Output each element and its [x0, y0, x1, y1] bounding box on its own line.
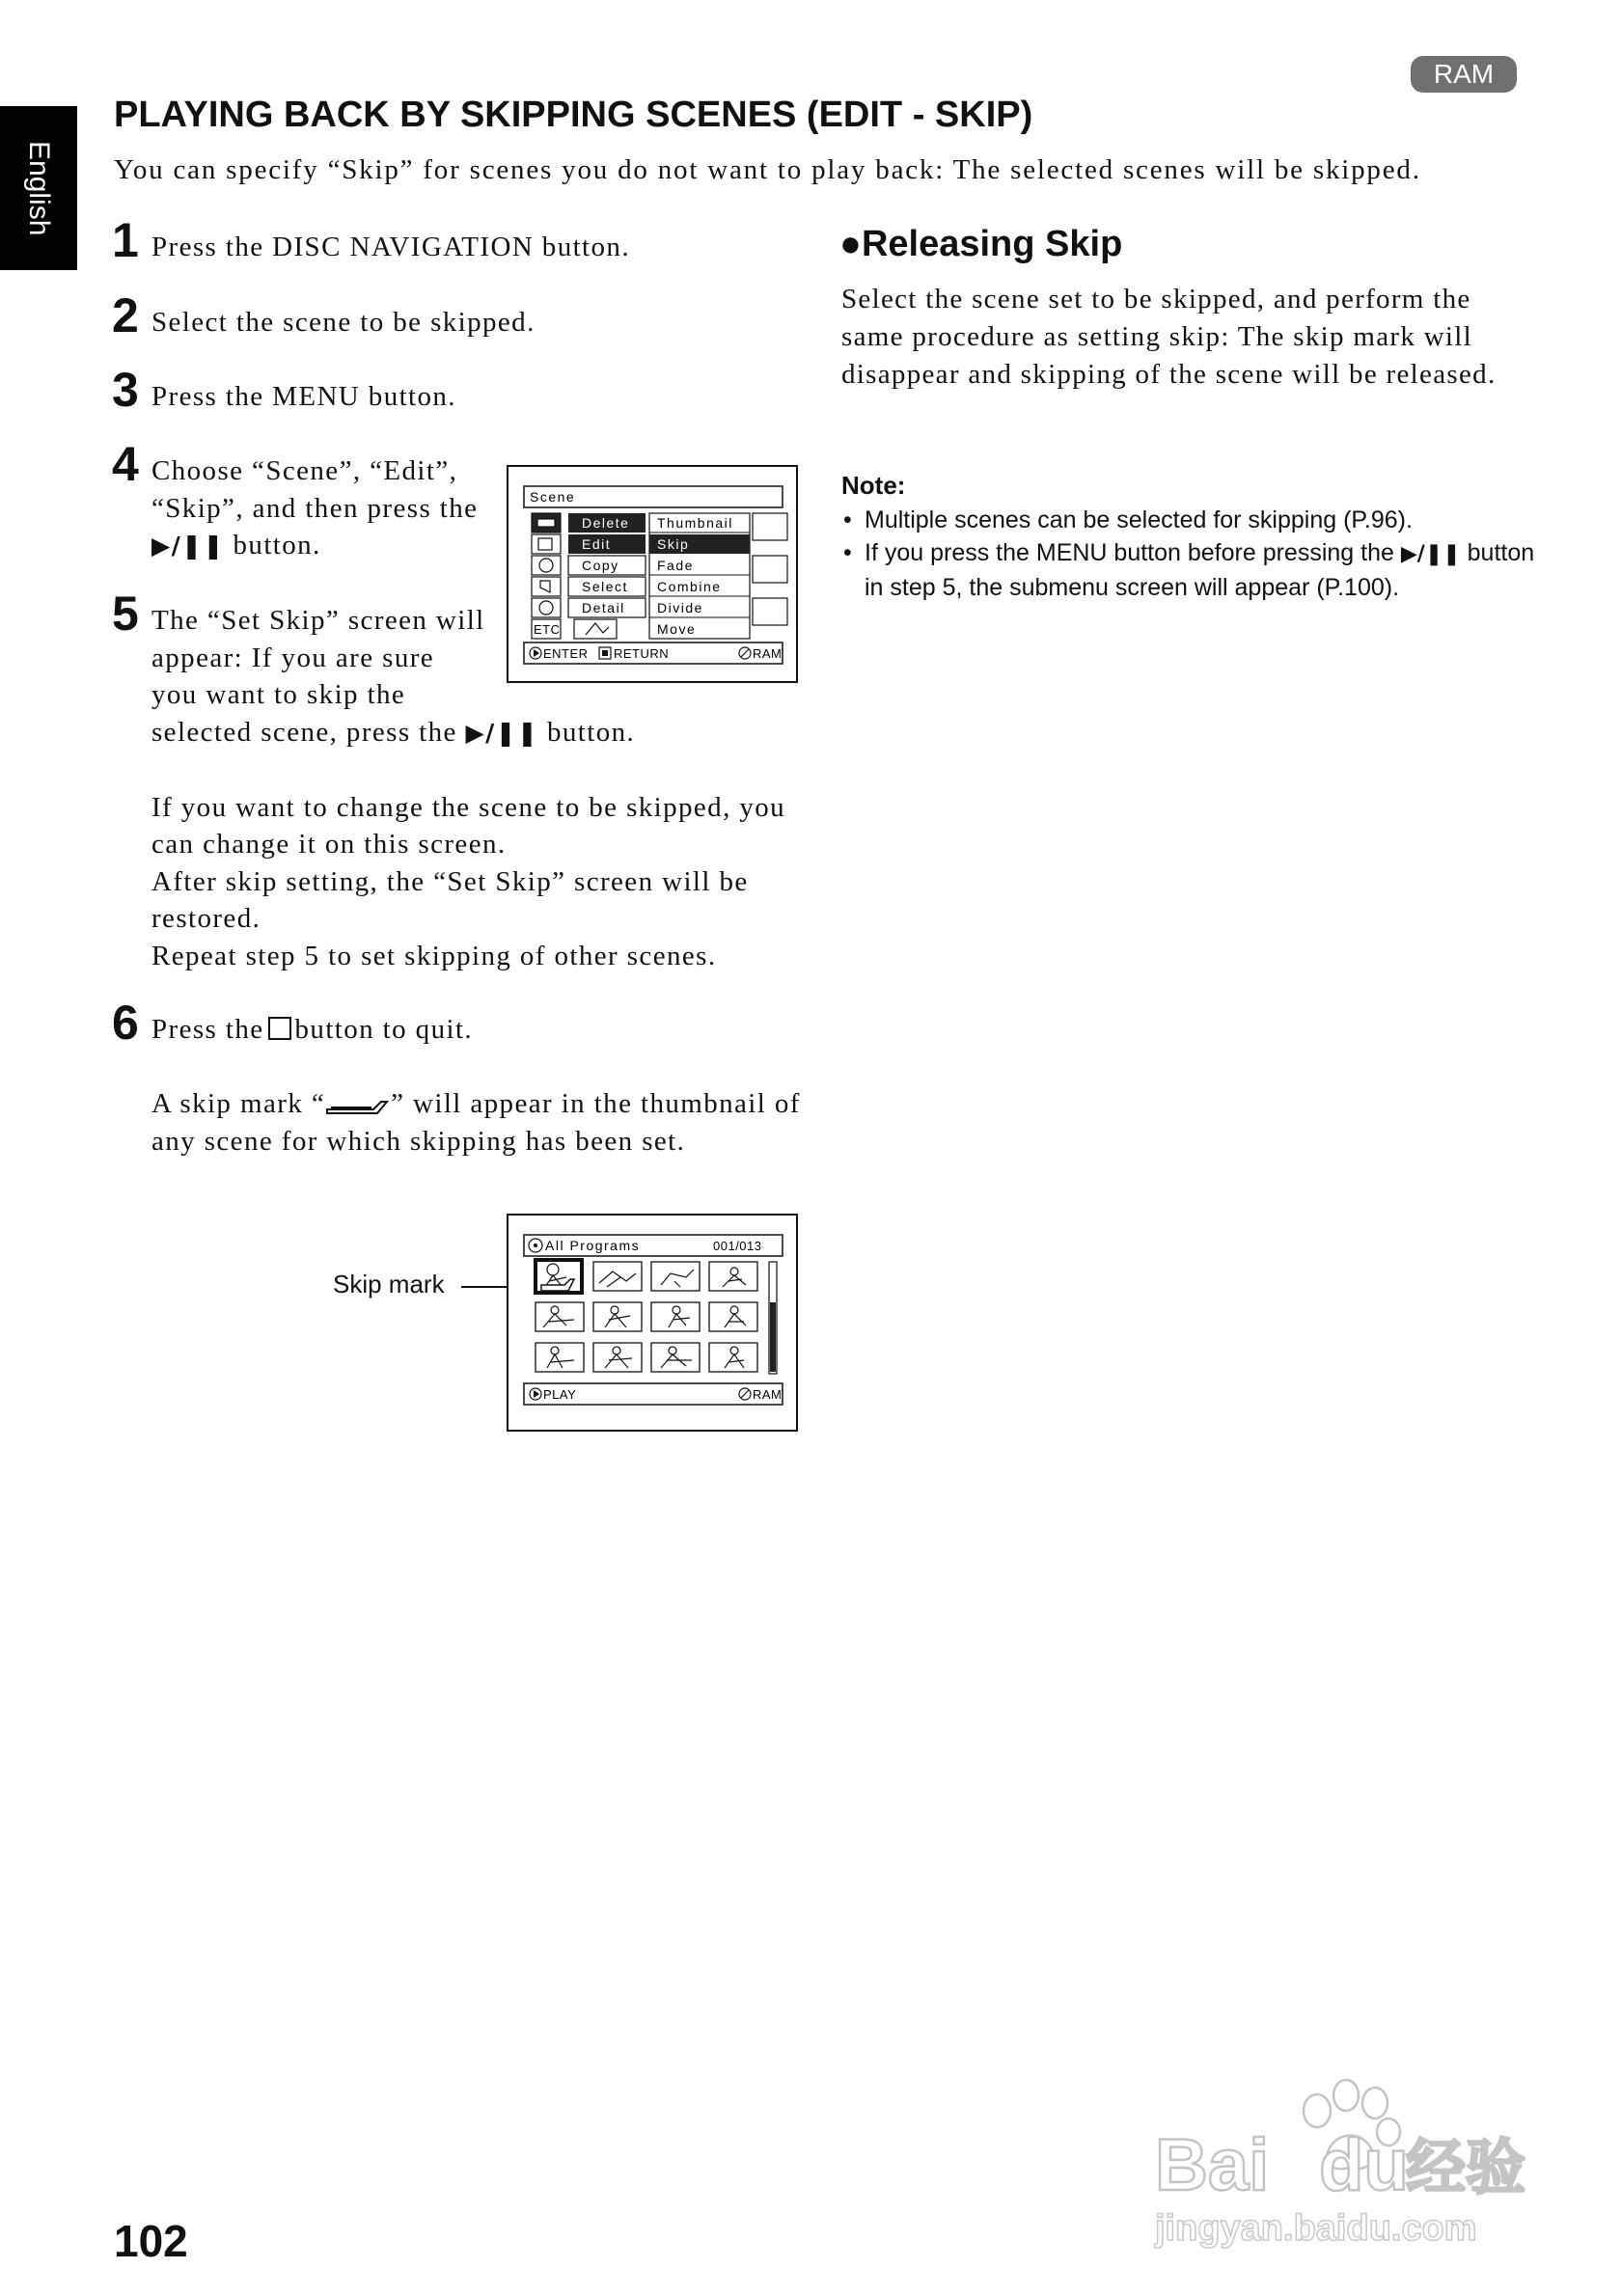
menu-left-column [568, 513, 646, 617]
play-pause-icon: ▶/❚❚ [465, 718, 539, 747]
program-footer-play: PLAY [543, 1387, 577, 1402]
watermark-brand-cn: 经验 [1406, 2135, 1526, 2201]
step-5-para-3: After skip setting, the “Set Skip” screen will be restored. [151, 865, 749, 934]
note-item: • Multiple scenes can be selected for skipping (P.96). [841, 504, 1536, 536]
note-item-2-text-a: If you press the MENU button before pressing the [865, 539, 1394, 566]
step-6-line-1 [151, 1011, 808, 1049]
ram-badge: RAM [1411, 56, 1517, 93]
menu-right-item: Combine [657, 579, 722, 594]
menu-left-item: Select [582, 579, 628, 594]
page-title: PLAYING BACK BY SKIPPING SCENES (EDIT - SKIP) [114, 95, 1033, 135]
menu-right-item: Thumbnail [657, 515, 733, 531]
note-list [841, 504, 1536, 604]
menu-right-column [649, 513, 750, 639]
note-item-2-text-b: button in step 5, the submenu screen will appear (P.100). [865, 539, 1535, 601]
program-screen-illustration [507, 1214, 798, 1432]
step-6-text [151, 1011, 808, 1160]
step-5-line-4 [151, 714, 808, 752]
play-pause-icon: ▶/❚❚ [151, 532, 225, 560]
step-6-para [151, 1085, 808, 1160]
menu-footer-enter: ENTER [543, 646, 589, 661]
watermark-brand-b: du [1319, 2124, 1409, 2206]
step-3-text: Press the MENU button. [151, 381, 456, 412]
step-5-line-2: appear: If you are sure [151, 642, 435, 673]
menu-header: Scene [530, 489, 576, 505]
note-heading: Note: [841, 471, 906, 500]
step-6-para-a: A skip mark “ [151, 1088, 326, 1119]
menu-right-item: Divide [657, 600, 703, 615]
menu-footer-ram: RAM [753, 646, 783, 661]
menu-left-item: Copy [582, 558, 619, 573]
menu-left-item: Delete [582, 515, 630, 531]
step-4-number: 4 [112, 437, 139, 491]
program-scrollbar-thumb [770, 1302, 776, 1372]
menu-right-item: Move [657, 621, 697, 637]
watermark-brand-a: Bai [1155, 2124, 1270, 2206]
step-1-number: 1 [112, 213, 139, 267]
page-number: 102 [114, 2216, 188, 2266]
step-1-text: Press the DISC NAVIGATION button. [151, 232, 630, 262]
baidu-watermark [1153, 2064, 1558, 2257]
menu-right-item: Fade [657, 558, 694, 573]
step-5-para-2: If you want to change the scene to be skipped, you can change it on this screen. [151, 791, 786, 860]
menu-left-item: Edit [582, 536, 612, 552]
skip-mark-icon [325, 1096, 391, 1115]
step-4-line-2: “Skip”, and then press the [151, 492, 479, 524]
play-pause-icon: ▶/❚❚ [1400, 542, 1461, 566]
skip-mark-label: Skip mark [333, 1270, 445, 1298]
step-6-number: 6 [112, 996, 139, 1050]
menu-footer-return: RETURN [614, 646, 670, 661]
step-5-line-4-text-a: selected scene, press the [151, 716, 457, 748]
program-footer-ram: RAM [753, 1387, 783, 1402]
language-tab [0, 106, 77, 270]
stop-icon [268, 1017, 291, 1040]
program-header: All Programs [545, 1238, 641, 1253]
step-4-line-3 [151, 527, 478, 565]
step-5-number: 5 [112, 587, 139, 641]
watermark-url: jingyan.baidu.com [1155, 2208, 1477, 2249]
step-6-text-b: button to quit. [294, 1014, 474, 1045]
language-tab-label: English [23, 140, 55, 236]
step-6-para-b: ” will appear in the thumbnail of any scene for which skipping has been set. [151, 1088, 801, 1157]
step-4-text [151, 452, 478, 565]
step-2-text: Select the scene to be skipped. [151, 307, 536, 338]
intro-text: You can specify “Skip” for scenes you do not want to play back: The selected scenes will be skipped. [114, 154, 1421, 185]
step-5-line-1: The “Set Skip” screen will [151, 605, 485, 636]
step-4-line-1: Choose “Scene”, “Edit”, [151, 455, 458, 486]
step-5-line-3: you want to skip the [151, 679, 406, 710]
menu-screen-illustration [507, 465, 798, 683]
releasing-skip-heading: ●Releasing Skip [839, 224, 1123, 264]
step-2-number: 2 [112, 288, 139, 342]
program-counter: 001/013 [713, 1239, 762, 1253]
step-6-text-a: Press the [151, 1014, 264, 1045]
step-4-line-3-text: button. [233, 530, 321, 560]
releasing-skip-text: Select the scene set to be skipped, and perform the same procedure as setting skip: The skip mark will disappear and skipping of the scene will be released. [841, 284, 1497, 390]
menu-etc-label: ETC [534, 622, 561, 637]
step-3-number: 3 [112, 363, 139, 417]
step-5-para-4: Repeat step 5 to set skipping of other scenes. [151, 940, 717, 971]
menu-right-item: Skip [657, 536, 690, 552]
note-item [841, 536, 1536, 604]
menu-left-item: Detail [582, 600, 625, 615]
step-5-line-4-text-b: button. [547, 716, 636, 748]
